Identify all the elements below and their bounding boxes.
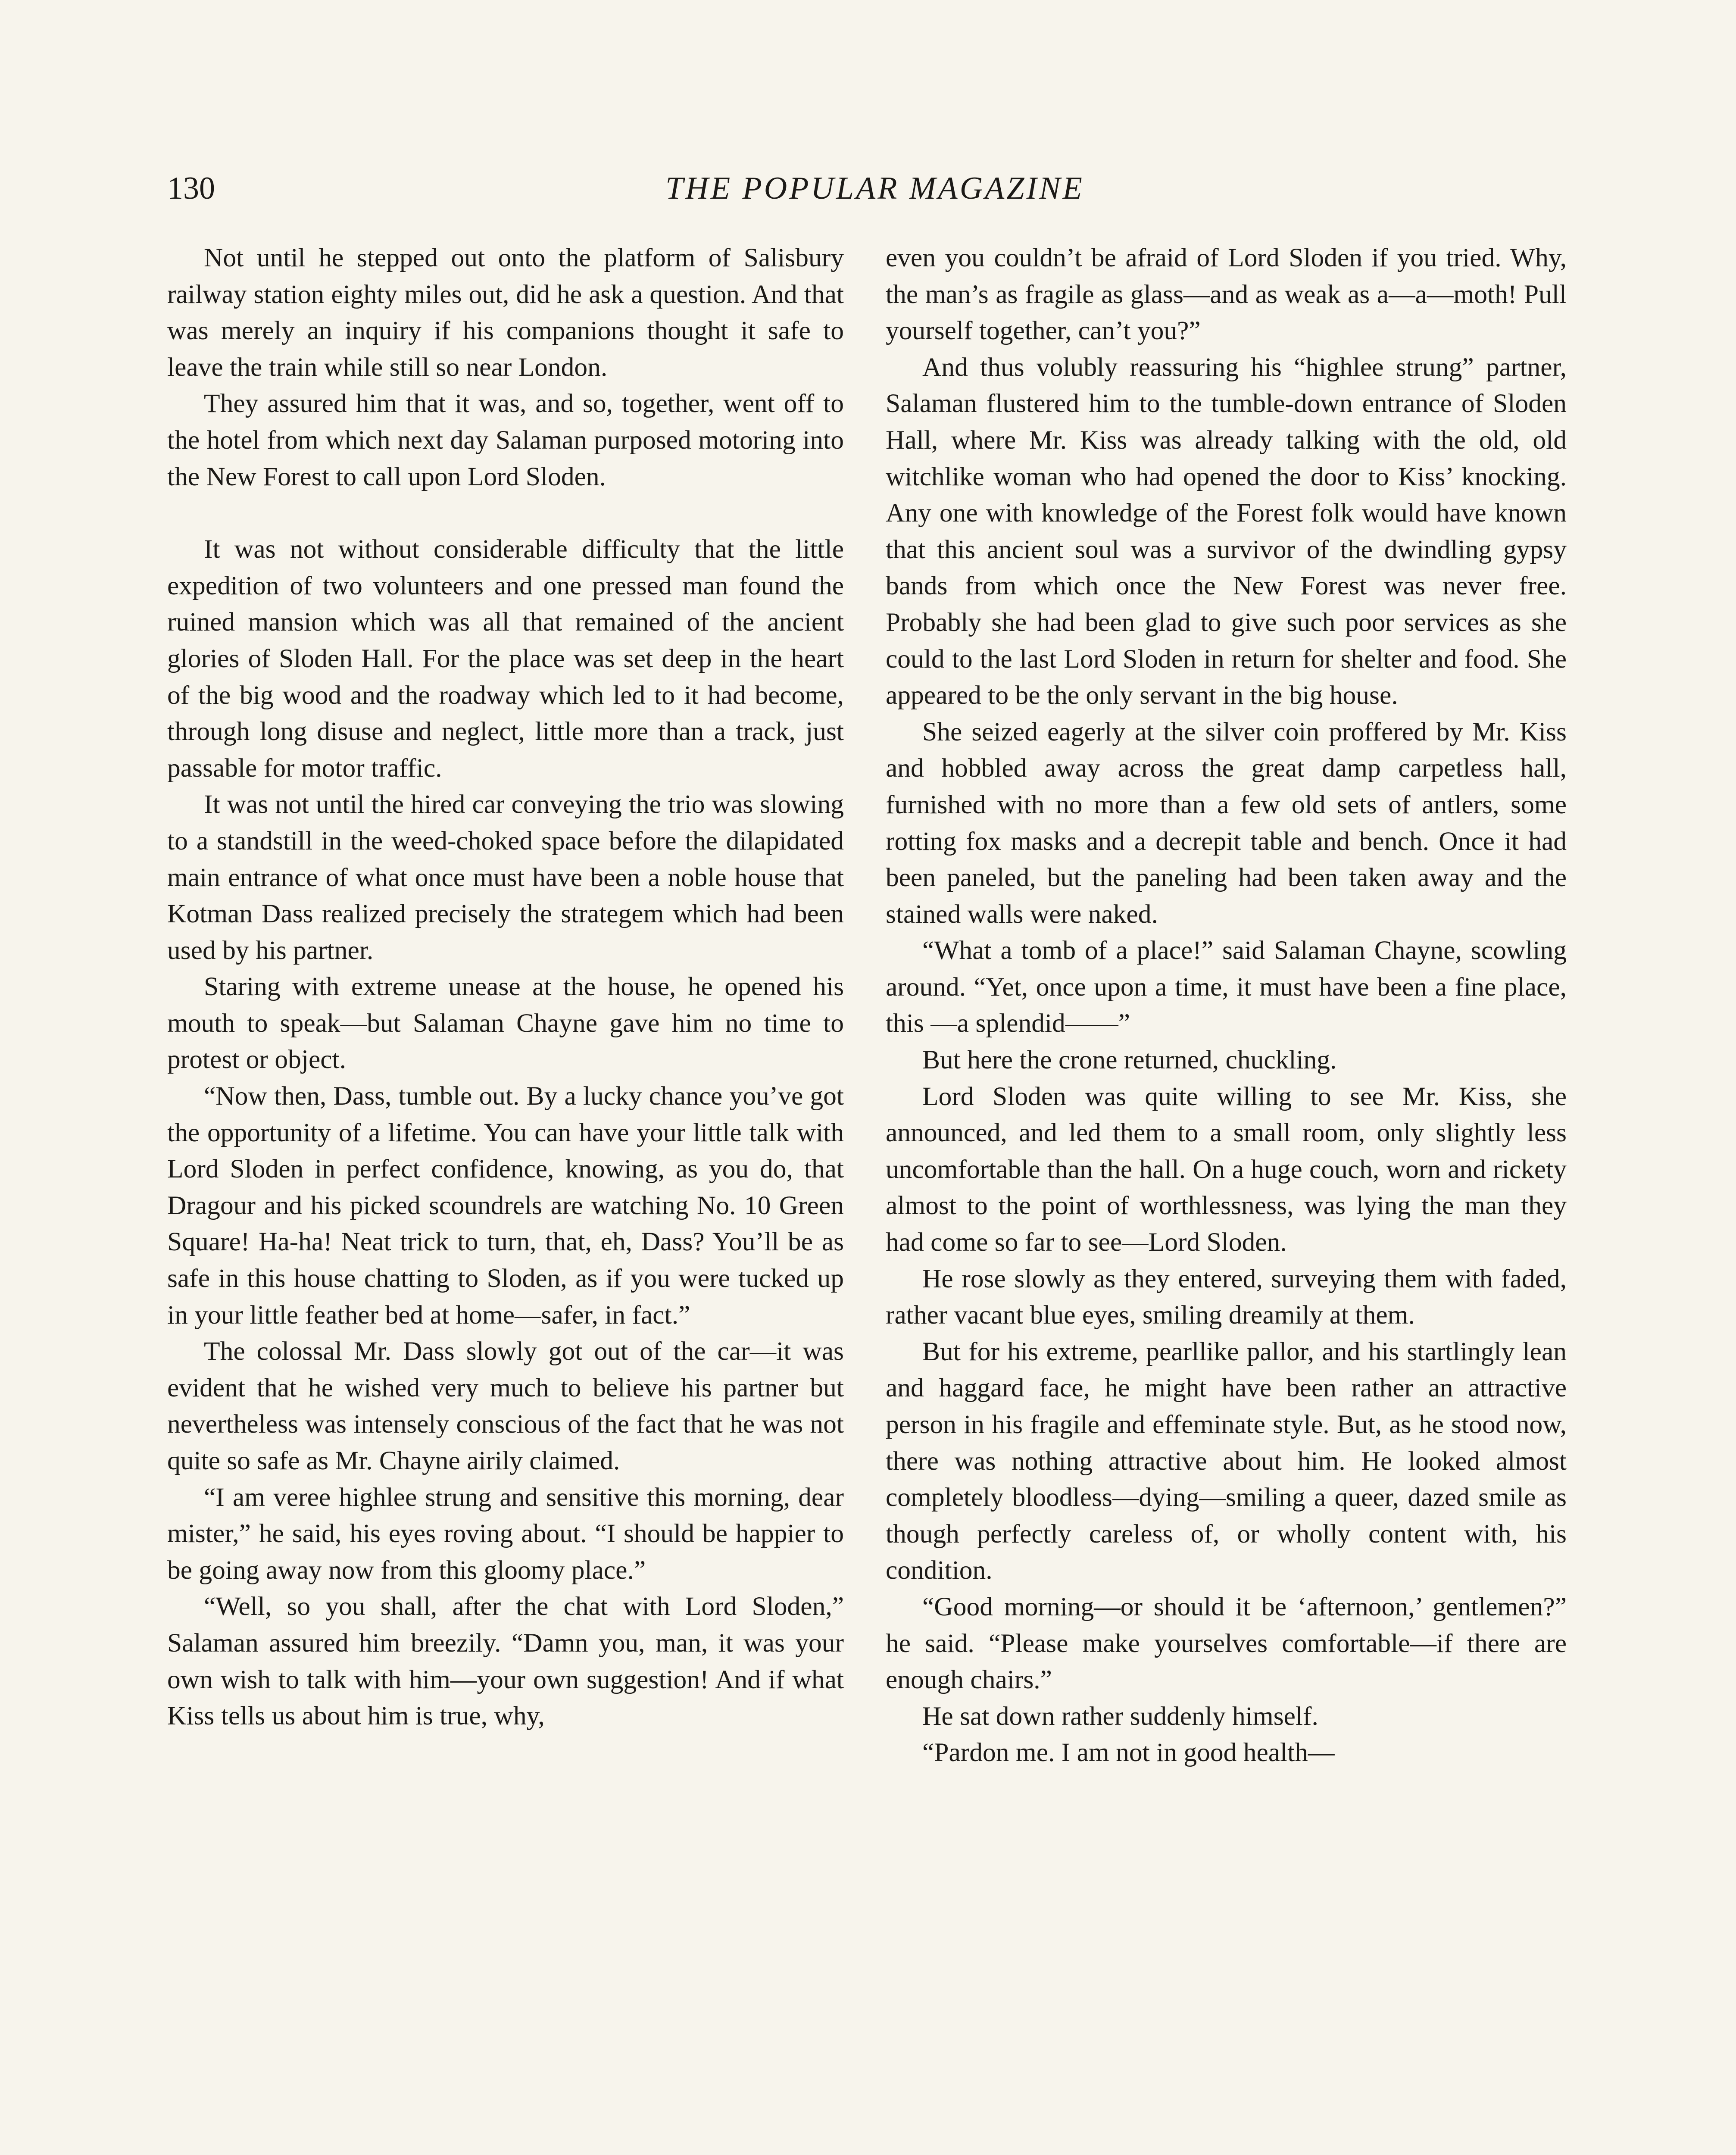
paragraph: It was not without considerable difficulty that the little expedition of two volunteers and one pressed man found the ruined mansion which was all that remained of the ancient glories of Sloden Hall. For the place was set deep in the heart of the big wood and the roadway which led to it had become, through long disuse and neglect, little more than a track, just passable for motor traffic. (167, 534, 844, 783)
running-title: THE POPULAR MAGAZINE (665, 171, 1084, 206)
paragraph: He sat down rather suddenly himself. (922, 1701, 1318, 1731)
paragraph: The colossal Mr. Dass slowly got out of the car—it was evident that he wished very much to believe his partner but nevertheless was intensely conscious of the fact that he was not quite so safe as Mr. Chayne airily claimed. (167, 1337, 844, 1475)
paragraph: “Pardon me. I am not in good health— (922, 1738, 1335, 1768)
paragraph: Not until he stepped out onto the platform of Salisbury railway station eighty miles out, did he ask a question. And that was merely an inquiry if his companions thought it safe to leave the train while still so near London. (167, 243, 844, 382)
paragraph: And thus volubly reassuring his “highlee strung” partner, Salaman flustered him to the tumble-down entrance of Sloden Hall, where Mr. Kiss was already talking with the old, old witchlike woman who had opened the door to Kiss’ knocking. Any one with knowledge of the Forest folk would have known that this ancient soul was a survivor of the dwindling gypsy bands from which once the New Forest was never free. Probably she had been glad to give such poor services as she could to the last Lord Sloden in return for shelter and food. She appeared to be the only servant in the big house. (886, 352, 1567, 710)
paragraph: “Well, so you shall, after the chat with Lord Sloden,” Salaman assured him breezily. “Damn you, man, it was your own wish to talk with him—your own suggestion! And if what Kiss tells us about him is true, why, (167, 1592, 844, 1731)
paragraph: But for his extreme, pearllike pallor, and his startlingly lean and haggard face, he might have been rather an attractive person in his fragile and effeminate style. But, as he stood now, there was nothing attractive about him. He looked almost completely bloodless—dying—smiling a queer, dazed smile as though perfectly careless of, or wholly content with, his condition. (886, 1337, 1567, 1585)
paragraph: It was not until the hired car conveying the trio was slowing to a standstill in the weed-choked space before the dilapidated main entrance of what once must have been a noble house that Kotman Dass realized precisely the strategem which had been used by his partner. (167, 790, 844, 965)
paragraph: She seized eagerly at the silver coin proffered by Mr. Kiss and hobbled away across the great damp carpetless hall, furnished with no more than a few old sets of antlers, some rotting fox masks and a decrepit table and bench. Once it had been paneled, but the paneling had been taken away and the stained walls were naked. (886, 717, 1567, 929)
paragraph: Lord Sloden was quite willing to see Mr. Kiss, she announced, and led them to a small room, only slightly less uncomfortable than the hall. On a huge couch, worn and rickety almost to the point of worthlessness, was lying the man they had come so far to see—Lord Sloden. (886, 1081, 1567, 1257)
paragraph: “What a tomb of a place!” said Salaman Chayne, scowling around. “Yet, once upon a time, it must have been a fine place, this —a splendid——” (886, 936, 1567, 1038)
paragraph: “Now then, Dass, tumble out. By a lucky chance you’ve got the opportunity of a lifetime. You can have your little talk with Lord Sloden in perfect confidence, knowing, as you do, that Dragour and his picked scoundrels are watching No. 10 Green Square! Ha-ha! Neat trick to turn, that, eh, Dass? You’ll be as safe in this house chatting to Sloden, as if you were tucked up in your little feather bed at home—safer, in fact.” (167, 1081, 844, 1330)
paragraph: Staring with extreme unease at the house, he opened his mouth to speak—but Salaman Chayne gave him no time to protest or object. (167, 972, 844, 1074)
paragraph: They assured him that it was, and so, together, went off to the hotel from which next day Salaman purposed motoring into the New Forest to call upon Lord Sloden. (167, 389, 844, 491)
left-column (167, 240, 844, 1734)
paragraph: even you couldn’t be afraid of Lord Sloden if you tried. Why, the man’s as fragile as glass—and as weak as a—a—moth! Pull yourself together, can’t you?” (886, 243, 1567, 346)
paragraph: But here the crone returned, chuckling. (922, 1045, 1337, 1075)
right-column (886, 240, 1567, 1771)
paragraph: “I am veree highlee strung and sensitive this morning, dear mister,” he said, his eyes roving about. “I should be happier to be going away now from this gloomy place.” (167, 1482, 844, 1585)
paragraph: “Good morning—or should it be ‘afternoon,’ gentlemen?” he said. “Please make yourselves comfortable—if there are enough chairs.” (886, 1592, 1567, 1695)
paragraph: He rose slowly as they entered, surveying them with faded, rather vacant blue eyes, smiling dreamily at them. (886, 1264, 1567, 1330)
page-number: 130 (167, 171, 215, 206)
